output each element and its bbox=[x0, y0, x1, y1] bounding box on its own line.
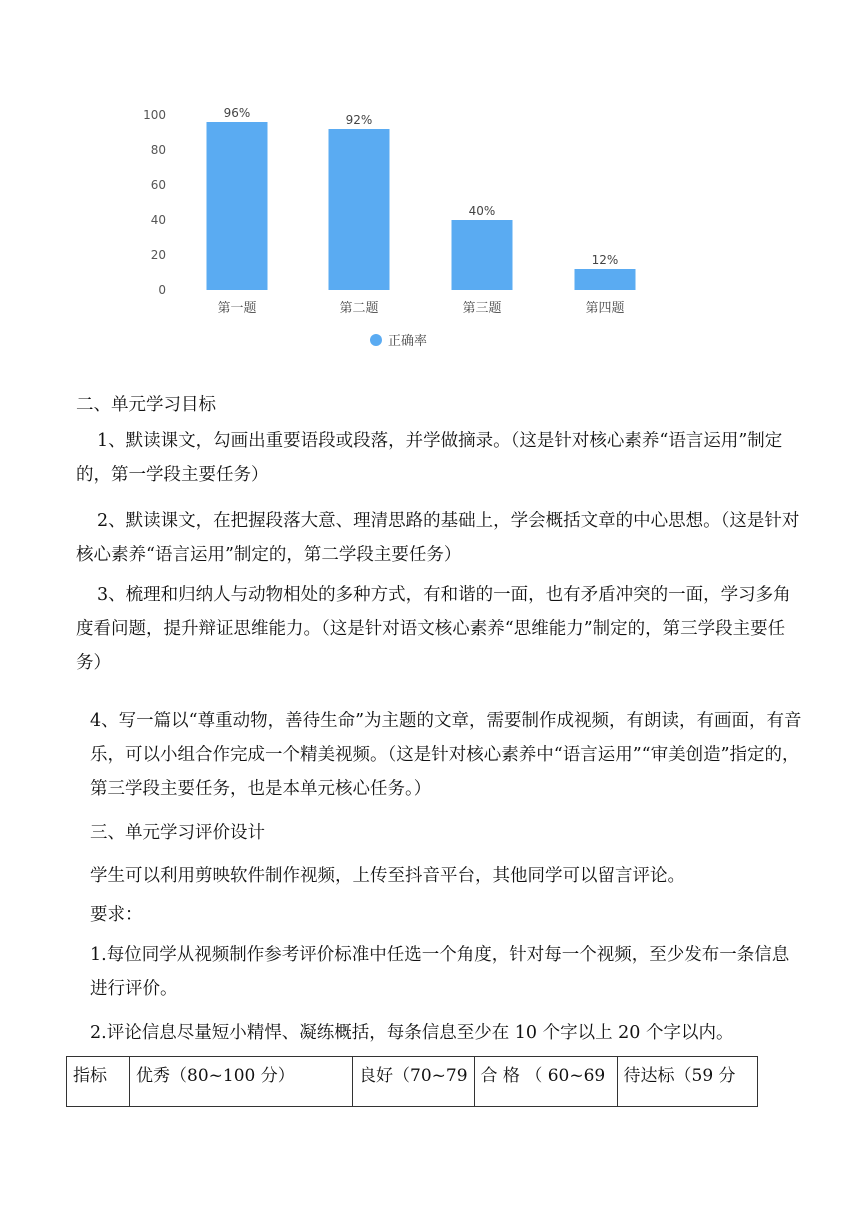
header-cell-excellent: 优秀（80~100 分） bbox=[130, 1057, 353, 1107]
y-tick-label: 20 bbox=[150, 248, 166, 262]
legend-marker bbox=[370, 334, 382, 346]
bar bbox=[329, 129, 390, 290]
goal-item-3: 3、梳理和归纳人与动物相处的多种方式，有和谐的一面，也有矛盾冲突的一面，学习多角度看问题，提升辩证思维能力。（这是针对语文核心素养“思维能力”制定的，第三学段主要任务） bbox=[76, 585, 791, 673]
x-tick-label: 第一题 bbox=[217, 301, 257, 316]
header-cell-to-be-met: 待达标（59 分 bbox=[617, 1057, 757, 1107]
bar-value-label: 40% bbox=[468, 204, 496, 218]
goal-item-2: 2、默读课文，在把握段落大意、理清思路的基础上，学会概括文章的中心思想。（这是针对核心素养“语言运用”制定的，第二学段主要任务） bbox=[76, 511, 800, 565]
bar-value-label: 92% bbox=[345, 113, 373, 127]
goal-item-1: 1、默读课文，勾画出重要语段或段落，并学做摘录。（这是针对核心素养“语言运用”制定的，第一学段主要任务） bbox=[76, 431, 783, 485]
x-tick-label: 第二题 bbox=[339, 301, 379, 316]
y-tick-label: 60 bbox=[150, 178, 166, 192]
bar bbox=[452, 220, 513, 290]
y-tick-label: 0 bbox=[158, 283, 166, 297]
requirements-label: 要求： bbox=[90, 905, 143, 925]
table-header-row bbox=[67, 1057, 758, 1107]
evaluation-rubric-table bbox=[66, 1056, 758, 1107]
bar bbox=[575, 269, 636, 290]
requirement-1: 1.每位同学从视频制作参考评价标准中任选一个角度，针对每一个视频，至少发布一条信息进行评价。 bbox=[90, 945, 790, 999]
header-cell-good: 良好（70~79 bbox=[353, 1057, 475, 1107]
x-tick-label: 第四题 bbox=[585, 301, 625, 316]
evaluation-intro: 学生可以利用剪映软件制作视频，上传至抖音平台，其他同学可以留言评论。 bbox=[90, 866, 685, 886]
y-tick-label: 80 bbox=[150, 143, 166, 157]
y-tick-label: 100 bbox=[143, 108, 166, 122]
header-cell-indicator: 指标 bbox=[67, 1057, 130, 1107]
goal-item-4: 4、写一篇以“尊重动物，善待生命”为主题的文章，需要制作成视频，有朗读，有画面，有音乐，可以小组合作完成一个精美视频。（这是针对核心素养中“语言运用”“审美创造”指定的，第三学段主要任务，也是本单元核心任务。） bbox=[90, 711, 802, 799]
bar-value-label: 96% bbox=[223, 106, 251, 120]
section-heading-evaluation: 三、单元学习评价设计 bbox=[90, 823, 265, 843]
x-tick-label: 第三题 bbox=[462, 301, 502, 316]
section-heading-goals: 二、单元学习目标 bbox=[76, 395, 216, 415]
header-cell-pass: 合 格 （ 60~69 bbox=[474, 1057, 617, 1107]
legend-label: 正确率 bbox=[388, 334, 428, 349]
bar bbox=[207, 122, 268, 290]
y-tick-label: 40 bbox=[150, 213, 166, 227]
bar-value-label: 12% bbox=[591, 253, 619, 267]
requirement-2: 2.评论信息尽量短小精悍、凝练概括，每条信息至少在 10 个字以上 20 个字以内。 bbox=[90, 1023, 734, 1043]
accuracy-bar-chart bbox=[130, 95, 670, 360]
